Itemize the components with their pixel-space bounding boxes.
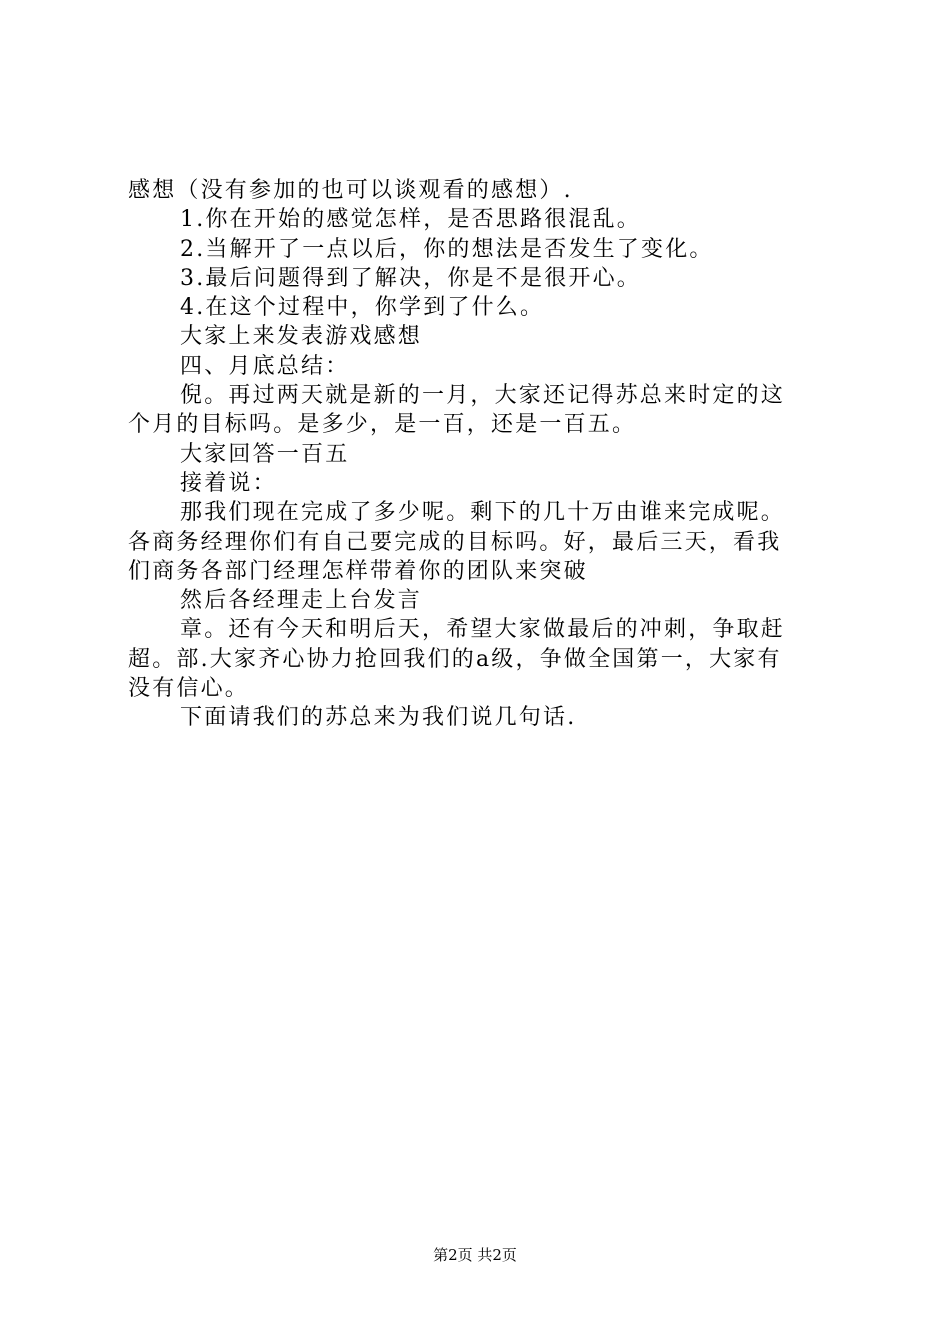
text-line: 4.在这个过程中，你学到了什么。	[180, 295, 545, 321]
text-line: 超。部.大家齐心协力抢回我们的a级，争做全国第一，大家有	[128, 646, 782, 672]
text-line: 3.最后问题得到了解决，你是不是很开心。	[180, 265, 641, 291]
text-line: 个月的目标吗。是多少，是一百，还是一百五。	[128, 412, 637, 438]
text-line: 大家上来发表游戏感想	[180, 324, 423, 350]
section-heading: 四、月底总结：	[180, 353, 350, 379]
text-line: 2.当解开了一点以后，你的想法是否发生了变化。	[180, 236, 714, 262]
text-line: 下面请我们的苏总来为我们说几句话.	[180, 705, 577, 731]
text-line: 大家回答一百五	[180, 441, 350, 467]
text-line: 接着说：	[180, 470, 277, 496]
text-line: 各商务经理你们有自己要完成的目标吗。好，最后三天，看我	[128, 529, 782, 555]
text-line: 然后各经理走上台发言	[180, 588, 423, 614]
text-line: 那我们现在完成了多少呢。剩下的几十万由谁来完成呢。	[180, 500, 786, 526]
text-line: 章。还有今天和明后天，希望大家做最后的冲刺，争取赶	[180, 617, 786, 643]
text-line: 们商务各部门经理怎样带着你的团队来突破	[128, 558, 588, 584]
text-line: 倪。再过两天就是新的一月，大家还记得苏总来时定的这	[180, 383, 786, 409]
text-line: 1.你在开始的感觉怎样，是否思路很混乱。	[180, 207, 641, 233]
text-line: 没有信心。	[128, 676, 250, 702]
page-number: 第2页 共2页	[433, 1246, 517, 1264]
text-line: 感想（没有参加的也可以谈观看的感想）.	[128, 178, 573, 203]
document-body	[128, 176, 836, 733]
